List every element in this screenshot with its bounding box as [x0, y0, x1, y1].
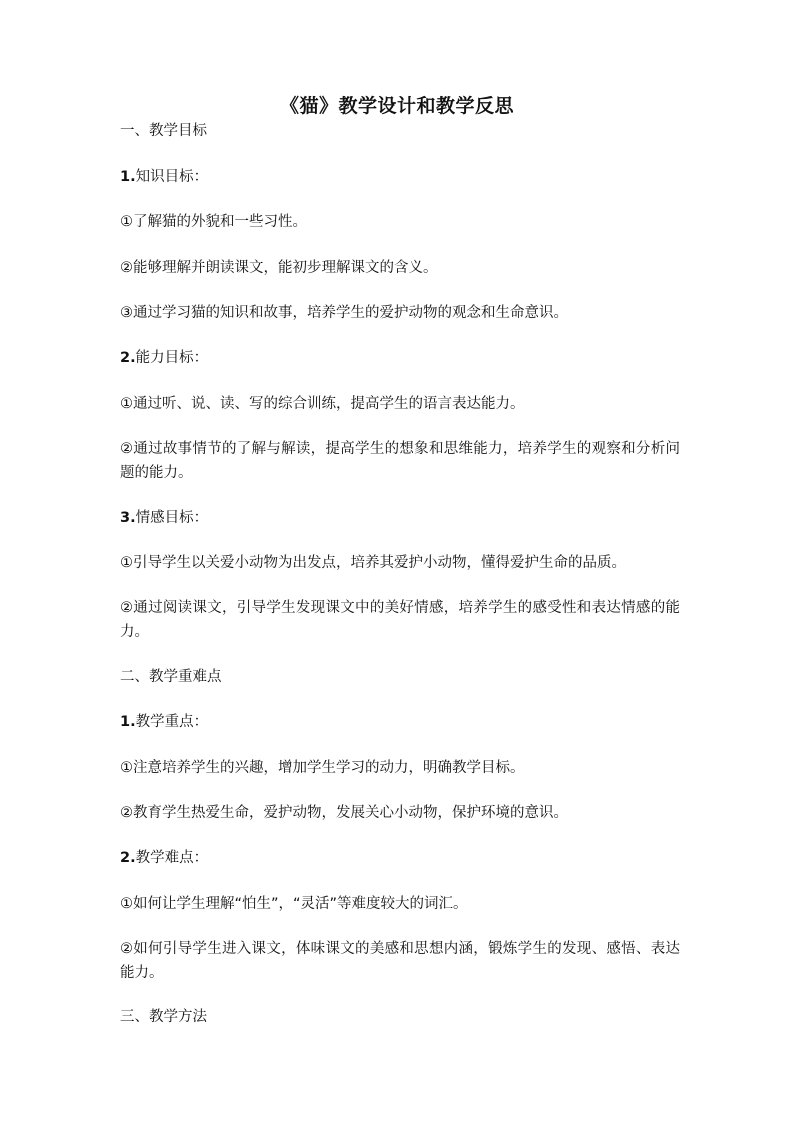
subheading-number: 2.	[120, 350, 136, 366]
list-item: ①通过听、说、读、写的综合训练，提高学生的语言表达能力。	[120, 396, 525, 412]
list-item: ③通过学习猫的知识和故事，培养学生的爱护动物的观念和生命意识。	[120, 305, 568, 321]
subheading-number: 1.	[120, 714, 136, 730]
subheading-label: 知识目标：	[135, 169, 209, 185]
subheading-label: 能力目标：	[135, 350, 209, 366]
document-title: 《猫》教学设计和教学反思	[279, 95, 514, 117]
subheading-teaching-key-points	[120, 710, 680, 734]
subheading-label: 情感目标：	[135, 510, 209, 526]
list-item: ②通过故事情节的了解与解读，提高学生的想象和思维能力，培养学生的观察和分析问题的能力。	[120, 441, 680, 481]
subheading-emotion-goals	[120, 506, 680, 530]
subheading-number: 3.	[120, 510, 136, 526]
list-item: ①注意培养学生的兴趣，增加学生学习的动力，明确教学目标。	[120, 760, 525, 776]
list-item: ②教育学生热爱生命，爱护动物，发展关心小动物，保护环境的意识。	[120, 805, 568, 821]
subheading-ability-goals	[120, 346, 680, 370]
subheading-teaching-difficult-points	[120, 846, 680, 870]
list-item: ②如何引导学生进入课文，体味课文的美感和思想内涵，锻炼学生的发现、感悟、表达能力。	[120, 941, 680, 981]
list-item: ②能够理解并朗读课文，能初步理解课文的含义。	[120, 260, 438, 276]
list-item: ①如何让学生理解“怕生”，“灵活”等难度较大的词汇。	[120, 896, 468, 912]
subheading-label: 教学难点：	[135, 850, 209, 866]
list-item: ②通过阅读课文，引导学生发现课文中的美好情感，培养学生的感受性和表达情感的能力。	[120, 600, 680, 640]
section-heading-key-difficult-points: 二、教学重难点	[120, 669, 222, 685]
subheading-knowledge-goals	[120, 165, 680, 189]
subheading-number: 2.	[120, 850, 136, 866]
list-item: ①了解猫的外貌和一些习性。	[120, 214, 307, 230]
section-heading-teaching-methods: 三、教学方法	[120, 1009, 207, 1025]
section-heading-teaching-goals: 一、教学目标	[120, 123, 207, 139]
subheading-number: 1.	[120, 169, 136, 185]
subheading-label: 教学重点：	[135, 714, 209, 730]
list-item: ①引导学生以关爱小动物为出发点，培养其爱护小动物，懂得爱护生命的品质。	[120, 555, 626, 571]
